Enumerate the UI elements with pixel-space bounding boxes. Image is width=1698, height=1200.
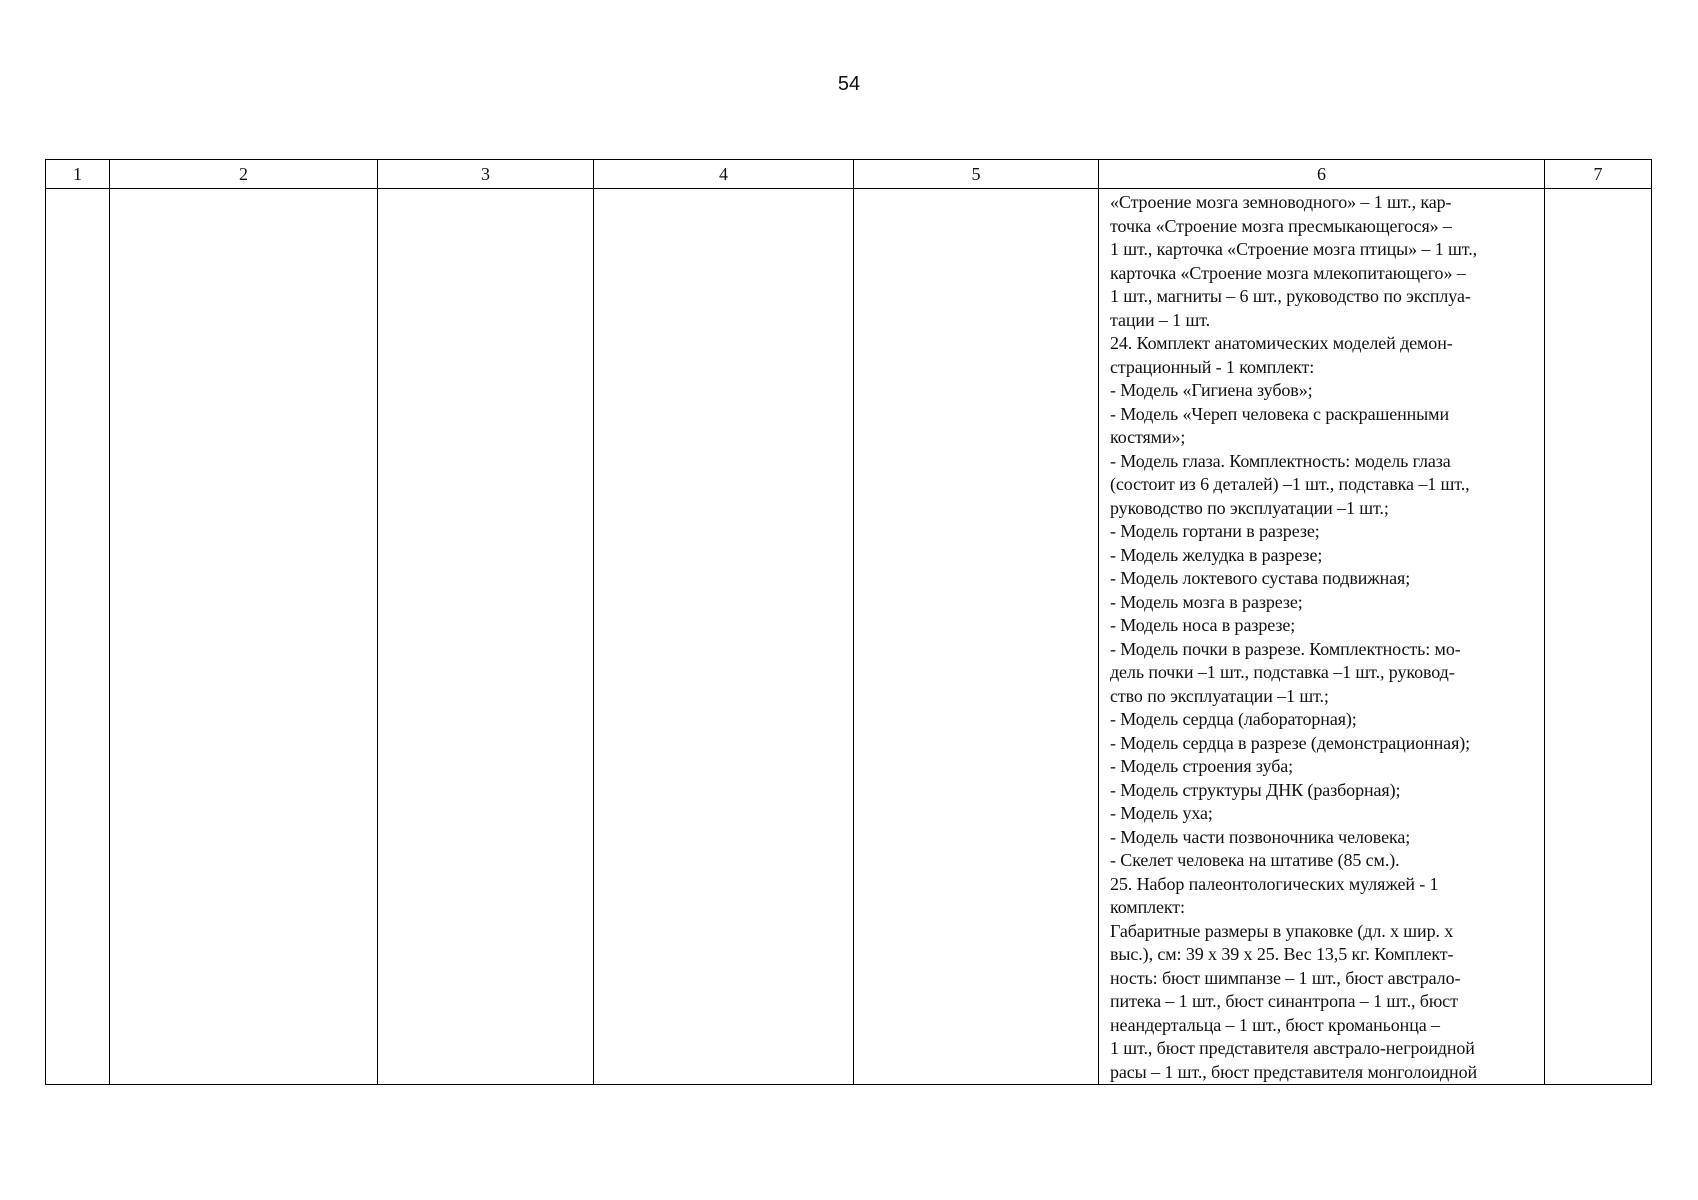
description-line: - Скелет человека на штативе (85 см.).: [1110, 850, 1400, 870]
description-line: - Модель глаза. Комплектность: модель глаза: [1110, 450, 1451, 471]
description-line: (состоит из 6 деталей) –1 шт., подставка –1 шт.,: [1110, 474, 1470, 494]
cell-col-3: [378, 189, 594, 1085]
column-header-5: 5: [854, 160, 1099, 189]
description-line: - Модель локтевого сустава подвижная;: [1110, 568, 1411, 588]
description-line: питека – 1 шт., бюст синантропа – 1 шт., бюст: [1110, 991, 1458, 1011]
description-line: ность: бюст шимпанзе – 1 шт., бюст австрало-: [1110, 967, 1461, 988]
description-line: Габаритные размеры в упаковке (дл. х шир. х: [1110, 920, 1454, 941]
column-header-1: 1: [46, 160, 110, 189]
column-header-7: 7: [1545, 160, 1652, 189]
description-line: 1 шт., магниты – 6 шт., руководство по эксплуа-: [1110, 286, 1471, 306]
description-line: - Модель носа в разрезе;: [1110, 615, 1296, 635]
description-line: - Модель желудка в разрезе;: [1110, 544, 1323, 565]
description-line: комплект:: [1110, 897, 1185, 917]
description-line: 25. Набор палеонтологических муляжей - 1: [1110, 873, 1439, 894]
cell-col-7: [1545, 189, 1652, 1085]
description-line: 1 шт., карточка «Строение мозга птицы» – 1 шт.,: [1110, 239, 1477, 259]
description-line: карточка «Строение мозга млекопитающего» –: [1110, 262, 1466, 283]
cell-col-6-equipment-description: [1099, 189, 1545, 1085]
column-header-6: 6: [1099, 160, 1545, 189]
description-line: страционный - 1 комплект:: [1110, 356, 1315, 377]
cell-col-4: [594, 189, 854, 1085]
description-line: - Модель «Череп человека с раскрашенными: [1110, 403, 1449, 424]
description-line: - Модель части позвоночника человека;: [1110, 826, 1411, 847]
description-line: 1 шт., бюст представителя австрало-негроидной: [1110, 1038, 1475, 1058]
description-line: - Модель мозга в разрезе;: [1110, 591, 1303, 612]
description-line: - Модель сердца в разрезе (демонстрационная);: [1110, 732, 1471, 753]
description-line: ство по эксплуатации –1 шт.;: [1110, 685, 1329, 706]
description-line: - Модель гортани в разрезе;: [1110, 521, 1320, 541]
description-line: - Модель сердца (лабораторная);: [1110, 709, 1357, 729]
description-line: - Модель строения зуба;: [1110, 756, 1294, 776]
description-line: точка «Строение мозга пресмыкающегося» –: [1110, 215, 1452, 236]
description-line: - Модель «Гигиена зубов»;: [1110, 380, 1313, 400]
description-line: костями»;: [1110, 427, 1186, 447]
description-line: руководство по эксплуатации –1 шт.;: [1110, 497, 1389, 518]
column-header-2: 2: [110, 160, 378, 189]
column-header-4: 4: [594, 160, 854, 189]
description-line: выс.), см: 39 х 39 х 25. Вес 13,5 кг. Комплект-: [1110, 944, 1454, 964]
description-line: «Строение мозга земноводного» – 1 шт., кар-: [1110, 192, 1452, 212]
equipment-table: [45, 159, 1652, 1085]
cell-col-2: [110, 189, 378, 1085]
cell-col-5: [854, 189, 1099, 1085]
description-line: неандертальца – 1 шт., бюст кроманьонца –: [1110, 1014, 1440, 1035]
header-row: [46, 160, 1652, 189]
description-line: дель почки –1 шт., подставка –1 шт., руковод-: [1110, 662, 1455, 682]
description-line: 24. Комплект анатомических моделей демон-: [1110, 333, 1453, 353]
column-header-3: 3: [378, 160, 594, 189]
description-line: расы – 1 шт., бюст представителя монголоидной: [1110, 1061, 1478, 1082]
description-line: - Модель почки в разрезе. Комплектность: мо-: [1110, 638, 1461, 659]
description-line: - Модель структуры ДНК (разборная);: [1110, 779, 1401, 800]
table-row: [46, 189, 1652, 1085]
page-number: 54: [837, 73, 861, 95]
description-line: тации – 1 шт.: [1110, 309, 1211, 330]
cell-col-1: [46, 189, 110, 1085]
description-line: - Модель уха;: [1110, 803, 1213, 823]
